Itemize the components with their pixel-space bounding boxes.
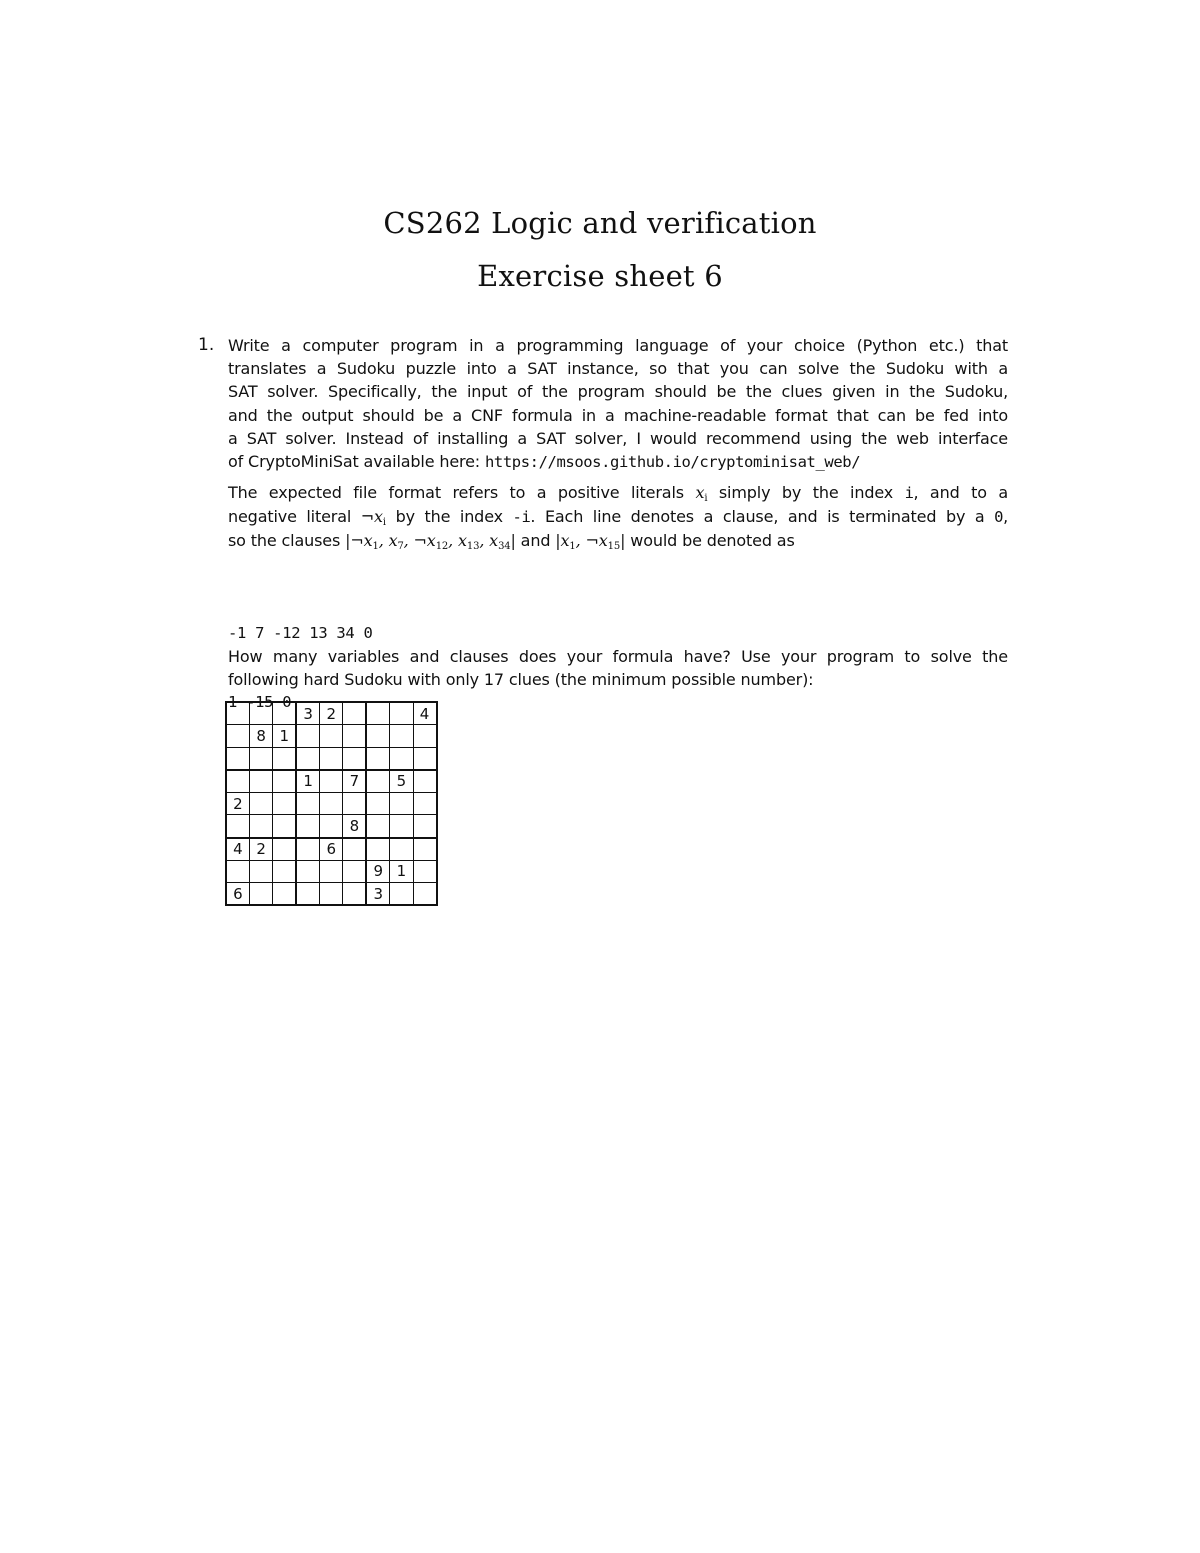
sudoku-cell [413, 860, 436, 883]
math-literal [695, 483, 707, 502]
paragraph-text: The expected file format refers to a positive literals [228, 483, 696, 502]
paragraph-line: SAT solver. Specifically, the input of the program should be the clues given in the Sudoku, [228, 382, 1008, 402]
sudoku-cell [273, 883, 296, 906]
sudoku-cell [413, 725, 436, 748]
sudoku-row [226, 792, 437, 815]
sudoku-cell [226, 860, 249, 883]
sudoku-cell [366, 838, 389, 861]
sudoku-cell [273, 815, 296, 838]
document-subtitle: Exercise sheet 6 [477, 259, 723, 293]
sudoku-cell [343, 792, 366, 815]
sudoku-cell: 1 [273, 725, 296, 748]
sudoku-cell [226, 747, 249, 770]
document-title: CS262 Logic and verification [383, 206, 817, 240]
sudoku-cell [366, 770, 389, 793]
paragraph-text: . Each line denotes a clause, and is terminated by a [530, 507, 995, 527]
paragraph-line [228, 450, 1008, 474]
sudoku-cell: 3 [296, 702, 319, 725]
paragraph-line: following hard Sudoku with only 17 clues (the minimum possible number): [228, 670, 814, 690]
exercise-paragraph-1 [228, 334, 1008, 474]
sudoku-cell: 5 [390, 770, 413, 793]
sudoku-cell [296, 838, 319, 861]
sudoku-row [226, 860, 437, 883]
sudoku-cell [366, 815, 389, 838]
paragraph-text: simply by the index [707, 483, 905, 502]
paragraph-line: a SAT solver. Instead of installing a SAT solver, I would recommend using the web interface [228, 428, 1008, 448]
solver-url-link[interactable]: https://msoos.github.io/cryptominisat_web/ [485, 453, 861, 472]
exercise-number: 1. [198, 335, 215, 355]
paragraph-text: by the index [385, 507, 513, 527]
sudoku-cell [296, 747, 319, 770]
sudoku-cell [390, 725, 413, 748]
sudoku-cell [296, 725, 319, 748]
inline-code: i [904, 484, 914, 502]
inline-code: -i [512, 508, 531, 527]
sudoku-row [226, 838, 437, 861]
sudoku-cell [413, 815, 436, 838]
sudoku-cell [366, 702, 389, 725]
sudoku-cell [366, 747, 389, 770]
code-line: 1 -15 0 [228, 693, 292, 711]
sudoku-cell [226, 815, 249, 838]
paragraph-text: would be denoted as [625, 531, 795, 551]
sudoku-cell [320, 860, 343, 883]
sudoku-cell: 7 [343, 770, 366, 793]
sudoku-cell [249, 860, 272, 883]
sudoku-cell [273, 860, 296, 883]
inline-code: 0 [994, 508, 1004, 527]
sudoku-cell: 3 [366, 883, 389, 906]
sudoku-grid [225, 701, 438, 906]
sudoku-row [226, 725, 437, 748]
paragraph-text: and [515, 531, 556, 551]
sudoku-cell [390, 702, 413, 725]
sudoku-cell [273, 702, 296, 725]
sudoku-cell [249, 883, 272, 906]
paragraph-text: so the clauses [228, 531, 346, 551]
sudoku-cell [413, 838, 436, 861]
sudoku-cell: 1 [296, 770, 319, 793]
sudoku-cell: 2 [320, 702, 343, 725]
sudoku-cell [390, 747, 413, 770]
sudoku-cell: 6 [226, 883, 249, 906]
sudoku-row [226, 770, 437, 793]
math-clause-1: $|\neg x_1$, $x_7$, $\neg x_{12}$, $x_{13}$, $x_{34}|$ [345, 531, 516, 553]
sudoku-cell [343, 883, 366, 906]
sudoku-cell [343, 838, 366, 861]
sudoku-cell [249, 815, 272, 838]
paragraph-line [228, 481, 1008, 505]
sudoku-cell [249, 702, 272, 725]
sudoku-cell: 6 [320, 838, 343, 861]
sudoku-cell [249, 792, 272, 815]
sudoku-cell [249, 747, 272, 770]
sudoku-row [226, 883, 437, 906]
sudoku-cell [413, 770, 436, 793]
sudoku-row [226, 815, 437, 838]
sudoku-cell [320, 883, 343, 906]
math-clause-2: $|x_1$, $\neg x_{15}|$ [555, 531, 626, 553]
sudoku-cell [343, 860, 366, 883]
sudoku-cell: 9 [366, 860, 389, 883]
sudoku-row [226, 702, 437, 725]
sudoku-cell [273, 838, 296, 861]
sudoku-cell [249, 770, 272, 793]
math-subscript: i [382, 517, 386, 529]
sudoku-cell: 8 [249, 725, 272, 748]
sudoku-cell: 1 [390, 860, 413, 883]
sudoku-cell [390, 883, 413, 906]
sudoku-cell [226, 725, 249, 748]
sudoku-cell [413, 747, 436, 770]
sudoku-cell [320, 725, 343, 748]
sudoku-cell [296, 792, 319, 815]
paragraph-line: and the output should be a CNF formula in a machine-readable format that can be fed into [228, 405, 1008, 425]
sudoku-row [226, 747, 437, 770]
sudoku-cell [413, 883, 436, 906]
sudoku-cell [413, 792, 436, 815]
sudoku-cell: 2 [249, 838, 272, 861]
paragraph-line: Write a computer program in a programming language of your choice (Python etc.) that [228, 336, 1008, 355]
code-line: -1 7 -12 13 34 0 [228, 624, 373, 642]
paragraph-text: negative literal ¬ [228, 507, 375, 527]
sudoku-cell [320, 770, 343, 793]
sudoku-cell [296, 883, 319, 906]
sudoku-cell [320, 792, 343, 815]
sudoku-cell: 2 [226, 792, 249, 815]
exercise-paragraph-format [228, 481, 1008, 553]
paragraph-text: , and to a [913, 483, 1008, 502]
sudoku-cell [366, 725, 389, 748]
sudoku-cell [320, 815, 343, 838]
paragraph-line [228, 529, 1008, 552]
sudoku-cell [390, 792, 413, 815]
math-var: x [374, 507, 383, 527]
sudoku-cell [320, 747, 343, 770]
sudoku-cell [296, 815, 319, 838]
sudoku-cell [273, 792, 296, 815]
paragraph-line: How many variables and clauses does your formula have? Use your program to solve the [228, 647, 1008, 666]
math-literal [374, 507, 386, 529]
sudoku-cell [296, 860, 319, 883]
sudoku-cell [390, 815, 413, 838]
sudoku-cell [343, 747, 366, 770]
sudoku-cell [273, 770, 296, 793]
sudoku-cell [226, 770, 249, 793]
math-subscript: i [704, 493, 708, 504]
paragraph-line: translates a Sudoku puzzle into a SAT instance, so that you can solve the Sudoku with a [228, 359, 1008, 379]
sudoku-cell: 4 [226, 838, 249, 861]
sudoku-cell: 4 [413, 702, 436, 725]
paragraph-text: , [1003, 507, 1008, 527]
sudoku-cell [366, 792, 389, 815]
paragraph-line [228, 505, 1008, 529]
sudoku-cell [343, 725, 366, 748]
sudoku-cell [390, 838, 413, 861]
sudoku-cell [273, 747, 296, 770]
math-var: x [695, 483, 705, 502]
exercise-question [228, 645, 1008, 691]
sudoku-cell [343, 702, 366, 725]
sudoku-cell: 8 [343, 815, 366, 838]
sudoku-cell [226, 702, 249, 725]
paragraph-text: of CryptoMiniSat available here: [228, 452, 485, 472]
